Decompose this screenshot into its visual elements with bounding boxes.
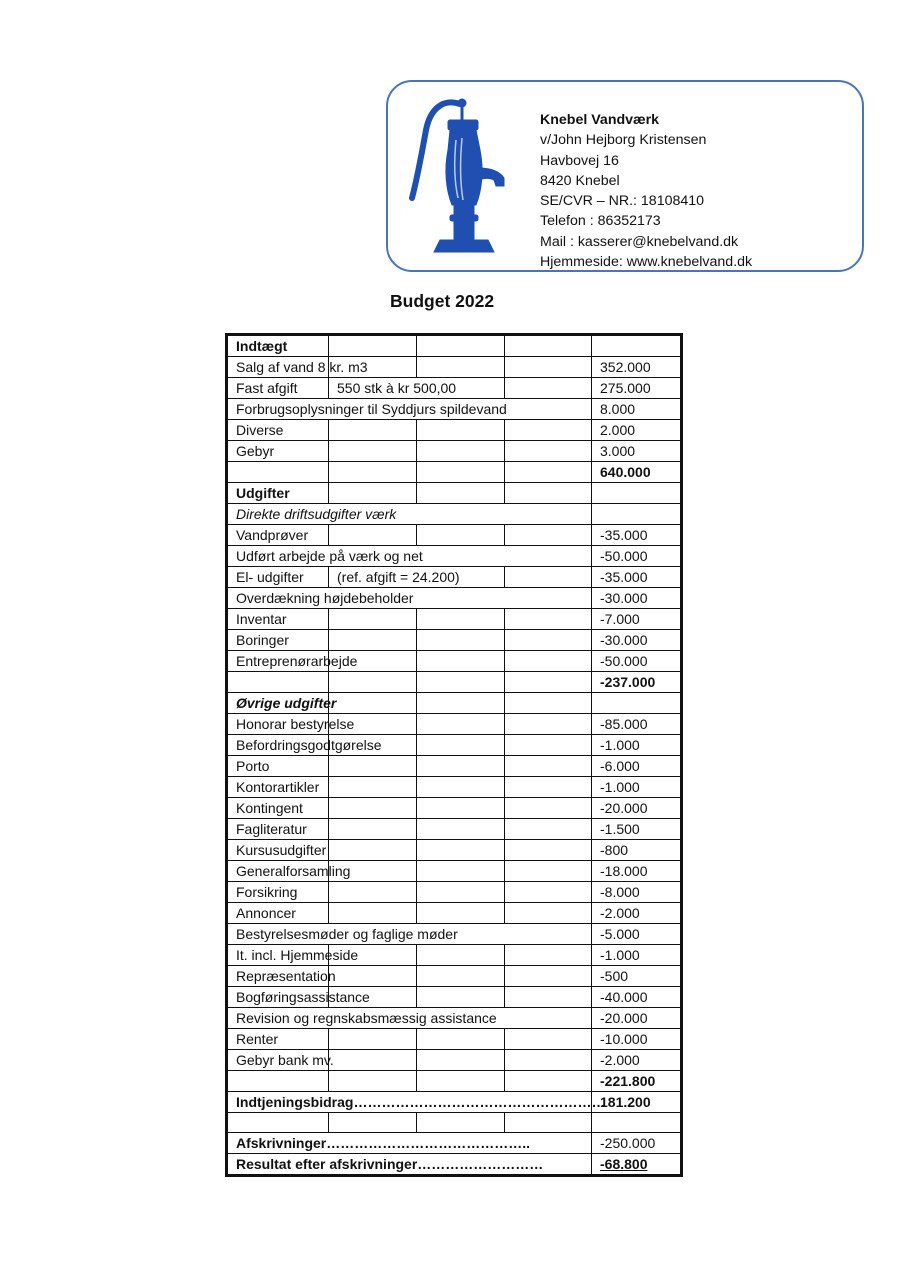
empty-cell xyxy=(417,336,505,357)
empty-cell xyxy=(417,1029,505,1050)
table-row xyxy=(228,441,681,462)
empty-cell xyxy=(417,777,505,798)
table-row xyxy=(228,924,681,945)
table-row xyxy=(228,798,681,819)
table-row xyxy=(228,630,681,651)
empty-cell xyxy=(505,756,592,777)
empty-cell xyxy=(417,945,505,966)
row-amount: -35.000 xyxy=(592,567,681,588)
row-amount: 3.000 xyxy=(592,441,681,462)
row-amount: -7.000 xyxy=(592,609,681,630)
empty-cell xyxy=(417,714,505,735)
row-amount xyxy=(592,693,681,714)
row-amount: -1.500 xyxy=(592,819,681,840)
row-amount xyxy=(592,1113,681,1133)
table-row xyxy=(228,735,681,756)
organization-address xyxy=(540,110,752,272)
table-row xyxy=(228,336,681,357)
empty-cell xyxy=(505,1050,592,1071)
empty-cell xyxy=(505,987,592,1008)
phone: Telefon : 86352173 xyxy=(540,213,661,230)
row-amount: -85.000 xyxy=(592,714,681,735)
row-label: Øvrige udgifter xyxy=(228,693,329,714)
empty-cell xyxy=(417,630,505,651)
row-label: Diverse xyxy=(228,420,329,441)
row-amount xyxy=(592,504,681,525)
row-label: Fast afgift xyxy=(228,378,329,399)
row-label: It. incl. Hjemmeside xyxy=(228,945,329,966)
empty-cell xyxy=(505,882,592,903)
empty-cell xyxy=(417,462,505,483)
empty-cell xyxy=(417,357,505,378)
empty-cell xyxy=(505,609,592,630)
row-amount: -500 xyxy=(592,966,681,987)
empty-cell xyxy=(505,630,592,651)
empty-cell xyxy=(329,525,417,546)
empty-cell xyxy=(417,1113,505,1133)
row-amount: -10.000 xyxy=(592,1029,681,1050)
empty-cell xyxy=(505,966,592,987)
table-row xyxy=(228,1154,681,1175)
row-amount: -8.000 xyxy=(592,882,681,903)
table-row xyxy=(228,588,681,609)
row-label: Bogføringsassistance xyxy=(228,987,329,1008)
table-row xyxy=(228,882,681,903)
table-row xyxy=(228,1092,681,1113)
empty-cell xyxy=(329,462,417,483)
empty-cell xyxy=(417,693,505,714)
street-address: Havbovej 16 xyxy=(540,152,619,169)
empty-cell xyxy=(417,441,505,462)
website: Hjemmeside: www.knebelvand.dk xyxy=(540,254,753,271)
empty-cell xyxy=(505,903,592,924)
row-label: Annoncer xyxy=(228,903,329,924)
empty-cell xyxy=(505,672,592,693)
row-label: Kontingent xyxy=(228,798,329,819)
row-label: Porto xyxy=(228,756,329,777)
table-row xyxy=(228,546,681,567)
empty-cell xyxy=(505,840,592,861)
empty-cell xyxy=(417,840,505,861)
empty-cell xyxy=(329,420,417,441)
row-amount: -1.000 xyxy=(592,735,681,756)
table-row xyxy=(228,756,681,777)
table-row xyxy=(228,966,681,987)
empty-cell xyxy=(329,819,417,840)
row-label: Kursusudgifter xyxy=(228,840,329,861)
email: Mail : kasserer@knebelvand.dk xyxy=(540,233,739,250)
row-label: Salg af vand 8 kr. m3 xyxy=(228,357,329,378)
row-label: Revision og regnskabsmæssig assistance xyxy=(228,1008,592,1029)
empty-cell xyxy=(329,903,417,924)
table-row xyxy=(228,462,681,483)
empty-cell xyxy=(417,651,505,672)
row-amount: -1.000 xyxy=(592,777,681,798)
table-row xyxy=(228,1008,681,1029)
empty-cell xyxy=(417,987,505,1008)
empty-cell xyxy=(329,840,417,861)
empty-cell xyxy=(505,378,592,399)
table-row xyxy=(228,693,681,714)
row-amount: -20.000 xyxy=(592,1008,681,1029)
table-row xyxy=(228,903,681,924)
empty-cell xyxy=(505,567,592,588)
row-amount: 275.000 xyxy=(592,378,681,399)
row-note: 550 stk à kr 500,00 xyxy=(329,378,505,399)
table-row xyxy=(228,483,681,504)
row-label: El- udgifter xyxy=(228,567,329,588)
empty-cell xyxy=(505,777,592,798)
empty-cell xyxy=(329,609,417,630)
row-label: Overdækning højdebeholder xyxy=(228,588,592,609)
budget-table xyxy=(227,335,681,1175)
table-row xyxy=(228,1029,681,1050)
row-label: Repræsentation xyxy=(228,966,329,987)
table-row xyxy=(228,945,681,966)
empty-cell xyxy=(505,714,592,735)
row-amount xyxy=(592,336,681,357)
row-amount: -6.000 xyxy=(592,756,681,777)
row-label: Indtægt xyxy=(228,336,329,357)
table-row xyxy=(228,840,681,861)
row-label xyxy=(228,1071,329,1092)
row-label: Indtjeningsbidrag……………………………………………… xyxy=(228,1092,592,1113)
table-row xyxy=(228,1133,681,1154)
page-title: Budget 2022 xyxy=(390,291,495,311)
empty-cell xyxy=(329,630,417,651)
row-label: Forbrugsoplysninger til Syddjurs spildevand xyxy=(228,399,592,420)
empty-cell xyxy=(417,525,505,546)
empty-cell xyxy=(329,756,417,777)
table-row xyxy=(228,399,681,420)
empty-cell xyxy=(505,1113,592,1133)
table-row xyxy=(228,609,681,630)
letterhead xyxy=(386,80,864,272)
table-row xyxy=(228,525,681,546)
empty-cell xyxy=(329,693,417,714)
empty-cell xyxy=(329,1071,417,1092)
row-label: Generalforsamling xyxy=(228,861,329,882)
empty-cell xyxy=(505,651,592,672)
empty-cell xyxy=(417,483,505,504)
table-row xyxy=(228,777,681,798)
empty-cell xyxy=(505,798,592,819)
row-amount: 352.000 xyxy=(592,357,681,378)
row-amount: -35.000 xyxy=(592,525,681,546)
empty-cell xyxy=(417,798,505,819)
contact-person: v/John Hejborg Kristensen xyxy=(540,132,707,149)
row-label: Honorar bestyrelse xyxy=(228,714,329,735)
empty-cell xyxy=(505,945,592,966)
empty-cell xyxy=(417,882,505,903)
empty-cell xyxy=(505,420,592,441)
row-amount: -2.000 xyxy=(592,903,681,924)
empty-cell xyxy=(505,1071,592,1092)
table-row xyxy=(228,651,681,672)
postal-city: 8420 Knebel xyxy=(540,172,620,189)
empty-cell xyxy=(417,903,505,924)
empty-cell xyxy=(329,798,417,819)
empty-cell xyxy=(329,672,417,693)
water-pump-icon xyxy=(400,90,510,262)
empty-cell xyxy=(505,861,592,882)
empty-cell xyxy=(417,672,505,693)
row-amount: -40.000 xyxy=(592,987,681,1008)
row-amount: 2.000 xyxy=(592,420,681,441)
row-amount: -50.000 xyxy=(592,546,681,567)
empty-cell xyxy=(505,525,592,546)
row-label: Vandprøver xyxy=(228,525,329,546)
table-row xyxy=(228,1050,681,1071)
empty-cell xyxy=(505,462,592,483)
row-label: Entreprenørarbejde xyxy=(228,651,329,672)
row-amount: 8.000 xyxy=(592,399,681,420)
row-label: Renter xyxy=(228,1029,329,1050)
row-label: Bestyrelsesmøder og faglige møder xyxy=(228,924,592,945)
empty-cell xyxy=(329,336,417,357)
empty-cell xyxy=(505,336,592,357)
empty-cell xyxy=(417,735,505,756)
row-amount: -221.800 xyxy=(592,1071,681,1092)
empty-cell xyxy=(417,1071,505,1092)
empty-cell xyxy=(329,1050,417,1071)
row-label: Forsikring xyxy=(228,882,329,903)
table-row xyxy=(228,504,681,525)
row-label: Boringer xyxy=(228,630,329,651)
row-label: Udgifter xyxy=(228,483,329,504)
row-amount: -2.000 xyxy=(592,1050,681,1071)
empty-cell xyxy=(417,861,505,882)
table-row xyxy=(228,672,681,693)
empty-cell xyxy=(417,609,505,630)
row-amount: -30.000 xyxy=(592,588,681,609)
empty-cell xyxy=(505,819,592,840)
empty-cell xyxy=(417,819,505,840)
row-label: Fagliteratur xyxy=(228,819,329,840)
row-label: Gebyr bank mv. xyxy=(228,1050,329,1071)
table-row xyxy=(228,1071,681,1092)
row-amount: -30.000 xyxy=(592,630,681,651)
empty-cell xyxy=(505,483,592,504)
row-amount: -237.000 xyxy=(592,672,681,693)
empty-cell xyxy=(329,1029,417,1050)
row-amount: -800 xyxy=(592,840,681,861)
empty-cell xyxy=(329,882,417,903)
empty-cell xyxy=(417,966,505,987)
empty-cell xyxy=(417,420,505,441)
row-label: Befordringsgodtgørelse xyxy=(228,735,329,756)
empty-cell xyxy=(505,735,592,756)
table-row xyxy=(228,357,681,378)
row-label xyxy=(228,462,329,483)
empty-cell xyxy=(505,441,592,462)
row-note: (ref. afgift = 24.200) xyxy=(329,567,505,588)
row-amount: -250.000 xyxy=(592,1133,681,1154)
row-label: Direkte driftsudgifter værk xyxy=(228,504,592,525)
row-label xyxy=(228,1113,329,1133)
empty-cell xyxy=(417,756,505,777)
row-amount: -18.000 xyxy=(592,861,681,882)
table-row xyxy=(228,420,681,441)
empty-cell xyxy=(505,1029,592,1050)
row-label: Afskrivninger…………………………………….. xyxy=(228,1133,592,1154)
table-row xyxy=(228,378,681,399)
table-row xyxy=(228,567,681,588)
empty-cell xyxy=(505,357,592,378)
organization-name: Knebel Vandværk xyxy=(540,112,660,128)
row-amount: -50.000 xyxy=(592,651,681,672)
empty-cell xyxy=(329,966,417,987)
empty-cell xyxy=(329,777,417,798)
empty-cell xyxy=(329,483,417,504)
table-row xyxy=(228,819,681,840)
row-label: Gebyr xyxy=(228,441,329,462)
empty-cell xyxy=(329,1113,417,1133)
table-row xyxy=(228,1113,681,1133)
table-row xyxy=(228,987,681,1008)
row-amount xyxy=(592,483,681,504)
row-amount: 640.000 xyxy=(592,462,681,483)
table-row xyxy=(228,714,681,735)
row-amount: -1.000 xyxy=(592,945,681,966)
row-amount: -5.000 xyxy=(592,924,681,945)
row-amount: 181.200 xyxy=(592,1092,681,1113)
table-row xyxy=(228,861,681,882)
row-label: Kontorartikler xyxy=(228,777,329,798)
row-amount: -20.000 xyxy=(592,798,681,819)
empty-cell xyxy=(505,693,592,714)
row-label xyxy=(228,672,329,693)
row-label: Resultat efter afskrivninger……………………… xyxy=(228,1154,592,1175)
cvr-number: SE/CVR – NR.: 18108410 xyxy=(540,193,705,210)
row-amount: -68.800 xyxy=(592,1154,681,1175)
empty-cell xyxy=(329,441,417,462)
row-label: Inventar xyxy=(228,609,329,630)
row-label: Udført arbejde på værk og net xyxy=(228,546,592,567)
empty-cell xyxy=(417,1050,505,1071)
